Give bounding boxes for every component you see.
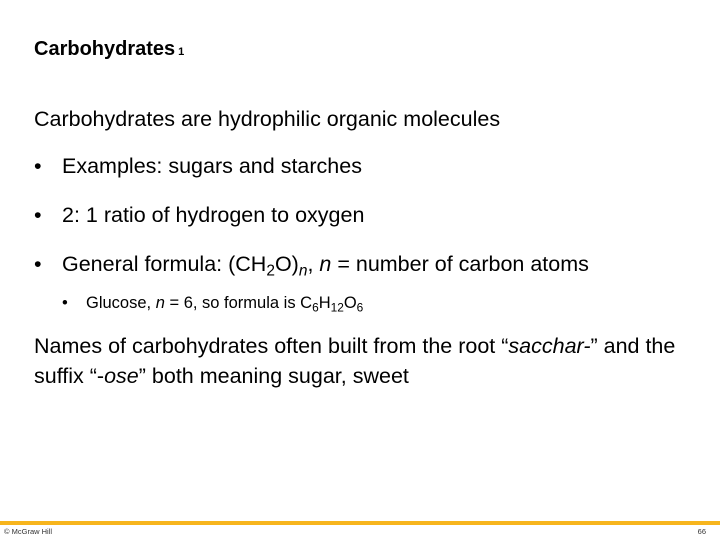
formula-suffix: = number of carbon atoms — [331, 252, 589, 276]
formula-subscript-2: 2 — [266, 262, 275, 280]
formula-variable-n: n — [319, 252, 332, 276]
bullet-dot: • — [34, 252, 42, 276]
glucose-sub-h: 12 — [330, 300, 344, 315]
formula-prefix: General formula: (CH — [62, 252, 267, 276]
names-paragraph — [34, 331, 694, 391]
glucose-variable-n: n — [155, 294, 165, 312]
bullet-dot: • — [62, 294, 68, 312]
bullet-general-formula — [34, 249, 694, 279]
glucose-h: H — [318, 294, 331, 312]
slide-content — [34, 104, 694, 391]
bullet-ratio — [34, 200, 694, 230]
formula-comma: , — [307, 252, 320, 276]
formula-subscript-n: n — [298, 262, 308, 280]
glucose-sub-c: 6 — [312, 300, 319, 315]
sub-bullet-glucose — [34, 291, 694, 315]
names-root: sacchar- — [508, 334, 591, 358]
bullet-dot: • — [34, 154, 42, 178]
bullet-examples — [34, 151, 694, 181]
glucose-o: O — [343, 294, 357, 312]
names-part1: Names of carbohydrates often built from the root “ — [34, 334, 509, 358]
footer-copyright: © McGraw Hill — [4, 527, 53, 536]
names-part3: ” both meaning sugar, sweet — [138, 364, 409, 388]
glucose-sub-o: 6 — [356, 300, 364, 315]
names-part2: ” and the suffix “- — [34, 334, 676, 388]
slide-title — [34, 38, 184, 61]
formula-mid: O) — [274, 252, 299, 276]
slide-title-number: 1 — [178, 46, 185, 58]
footer-page-number: 66 — [697, 527, 706, 536]
slide-title-text: Carbohydrates — [34, 38, 176, 60]
bullet-examples-text: Examples: sugars and starches — [62, 154, 362, 178]
names-suffix: ose — [104, 364, 139, 388]
glucose-mid: = 6, so formula is C — [164, 294, 313, 312]
glucose-prefix: Glucose, — [86, 294, 156, 312]
bullet-ratio-text: 2: 1 ratio of hydrogen to oxygen — [62, 203, 365, 227]
bullet-dot: • — [34, 203, 42, 227]
footer-accent-bar — [0, 521, 720, 525]
intro-text: Carbohydrates are hydrophilic organic molecules — [34, 107, 501, 131]
